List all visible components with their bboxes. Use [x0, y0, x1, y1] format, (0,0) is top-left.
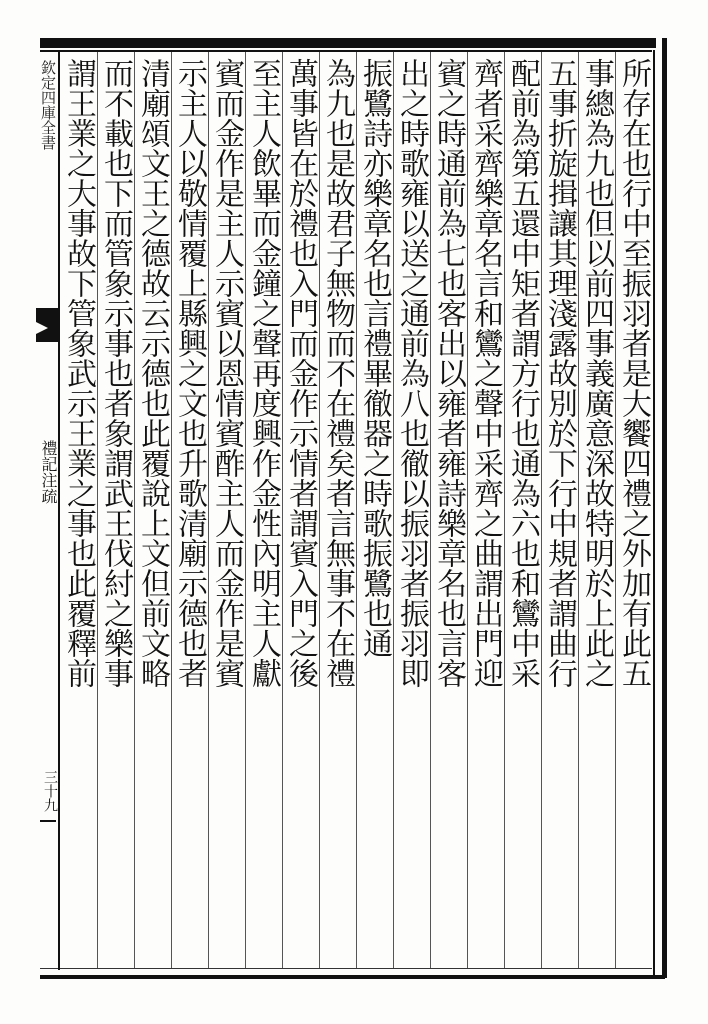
text-column-5: 齊者采齊樂章名言和鸞之聲中采齊之曲謂出門迎 [468, 58, 503, 688]
text-column-11: 至主人飲畢而金鐘之聲再度興作金性內明主人獻 [246, 58, 281, 688]
text-column-3: 五事折旋揖讓其理淺露故別於下行中規者謂曲行 [542, 58, 577, 688]
text-column-4: 配前為第五還中矩者謂方行也通為六也和鸞中采 [505, 58, 540, 688]
book-title: 禮記注疏 [39, 440, 58, 504]
page-number-mark [40, 820, 56, 822]
right-border-inner [653, 50, 655, 978]
text-column-12: 賓而金作是主人示賓以恩情賓酢主人而金作是賓 [209, 58, 244, 688]
text-column-2: 事總為九也但以前四事義廣意深故特明於上此之 [579, 58, 614, 688]
text-column-10: 萬事皆在於禮也入門而金作示情者謂賓入門之後 [283, 58, 318, 688]
text-column-16: 謂王業之大事故下管象武示王業之事也此覆釋前 [61, 58, 96, 688]
bottom-border [40, 975, 665, 979]
text-column-9: 為九也是故君子無物而不在禮矣者言無事不在禮 [320, 58, 355, 688]
fish-tail-notch [36, 322, 48, 334]
bottom-border-thin [40, 968, 652, 969]
text-column-13: 示主人以敬情覆上縣興之文也升歌清廟示德也者 [172, 58, 207, 688]
top-border-thin [40, 50, 652, 52]
text-column-6: 賓之時通前為七也客出以雍者雍詩樂章名也言客 [431, 58, 466, 688]
top-border-thick [40, 38, 656, 48]
text-column-15: 而不載也下而管象示事也者象謂武王伐紂之樂事 [98, 58, 133, 688]
right-border-outer [662, 38, 667, 978]
page-number: 三十九 [42, 770, 58, 812]
text-column-8: 振鷺詩亦樂章名也言禮畢徹器之時歌振鷺也通 [357, 58, 392, 658]
spine-title: 欽定四庫全書 [39, 60, 57, 150]
text-column-14: 清廟頌文王之德故云示德也此覆說上文但前文略 [135, 58, 170, 688]
text-column-1: 所存在也行中至振羽者是大饗四禮之外加有此五 [616, 58, 651, 688]
text-column-7: 出之時歌雍以送之通前為八也徹以振羽者振羽即 [394, 58, 429, 688]
